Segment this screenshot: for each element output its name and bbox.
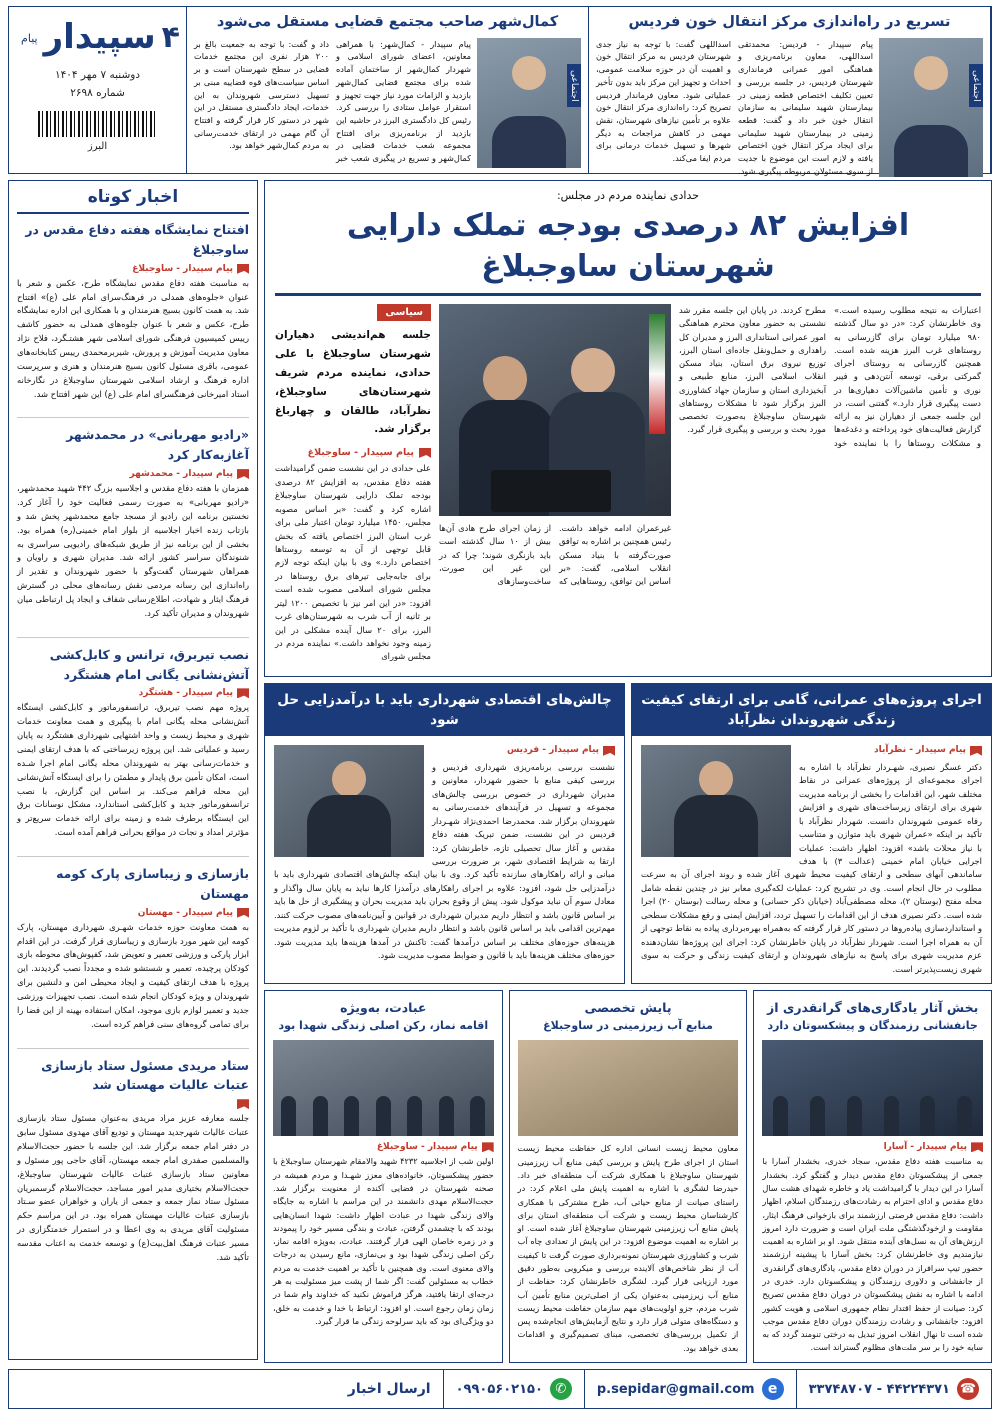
bottom-article-2 bbox=[509, 990, 748, 1363]
article-title-line1: بخش آثار یادگاری‌های گرانقدری از bbox=[767, 999, 979, 1015]
mid-article-1 bbox=[631, 683, 992, 984]
article-body: معاون محیط زیست انسانی اداره کل حفاظت محیط زیست استان از اجرای طرح پایش و بررسی کیفی منابع آب زیرزمینی شهرستان ساوجبلاغ با همکاری شرکت آب منطقه‌ای خبر داد. حیدرضا لشگری با اشاره به اهمیت پایش ملی اعلام کرد: در راستای صیانت از منابع حیاتی آب، طرح مشترکی با همکاری کارشناسان محیط زیست و شرکت آب منطقه‌ای استان برای پایش منابع آب زیرزمینی شهرستان ساوجبلاغ آغاز شده است. او بر اشاره به اهمیت موضوع افزود: در این پایش از تعدادی چاه آب شرب و کشاورزی شهرستان نمونه‌برداری صورت گرفت تا کیفیت آب از نظر شاخص‌های آلاینده بررسی و میکروبی به‌طور دقیق مورد ارزیابی قرار گیرد. لشگری خاطرنشان کرد: حفاظت از منابع آب زیرزمینی به‌عنوان یکی از اصلی‌ترین منابع تأمین آب شرب مردم، جزو اولویت‌های مهم سازمان حفاظت محیط زیست و دستگاه‌های متولی قرار دارد و نتایج آزمایش‌های انجام‌شده پس از تکمیل بررسی‌های تخصصی، مبنای تصمیم‌گیری و اقدامات بعدی خواهد بود. bbox=[517, 1143, 739, 1353]
lead-photo bbox=[439, 304, 671, 516]
paper-name: سپیدار bbox=[43, 17, 156, 57]
article-photo bbox=[762, 1040, 983, 1136]
byline bbox=[17, 469, 249, 479]
sidebar-item-5 bbox=[17, 1056, 249, 1265]
article-body: نشست بررسی برنامه‌ریزی شهرداری فردیس و بررسی کیفی منابع با حضور شهردار، معاونین و مدیران شهرداری در خصوص بررسی چالش‌های مجموعه و تسهیل در فرآیندهای خدمت‌رسانی به شهروندان برگزار شد. محمدرضا احمدی‌نژاد شهـردار فردیس در این نشست، ضمن تبریک هفته دفاع مقدس و آغاز سال تحصیلی تازه، خاطرنشان کرد: ارتقا به شرایط اقتصادی شهر، بر ضرورت بررسی مبانی و ارائه راهکارهای سازنده تأکید کرد. وی با بیان اینکه چالش‌های اقتصادی شهرداری باید با درآمدزایی حل شود، افزود: علاوه بر اجرای راهکارهای درآمدزا کارها نباید به پایان سال واگذار و معادل سوم آن نباید موکول شود. پیش از وقوع بحران باید مدیریت بحران و پیشگیری از حل ها باید بر اساس قانون باشد و انتظار داریم مدیران شهرداری در قوانین و آیین‌نامه‌های مصوب حرکت کنند. مهم‌ترین اقدامی باید بر اساس قانون باشد و انتظار داریم مدیران شهرداری با تأکید بر لزوم مدیریت هزینه‌های حوزه‌های مختلف بر اساس درآمدها گفت: تاکنش در آمدها هزینه‌ها باید مدیریت شود. حوزه‌های مختلف هزینه‌ها باید با قانون و ضوابط مصوب مدیریت شود. bbox=[274, 761, 615, 961]
bottom-article-1 bbox=[753, 990, 992, 1363]
sidebar-item-body: جلسه معارفه عزیز مراد مریدی به‌عنوان مسئول ستاد بازسازی عتبات عالیات شهرجدید مهستان و تودیع آقای مهدوی مسئول سابق در دفتر امام جمعه برگزار شد. این جلسه با حضور حجت‌الاسلام والمسلمین صفدری امام جمعه مهستان، آقای حاجی پور مسئول و معاونین ستاد بازسازی عتبات عالیات شهرستان ساوجبلاغ، حجت‌الاسلام بختیاری مدیر امور مساجد، حجت‌الاسلام گرسمبریان مسئول ستاد نماز جمعه و جمعی از یاران و خواهران عضو سـتاد بازسازی عتبات عالیات مهستان همراه بود. در این مراسم حکم مسئولیت آقای مریدی به وی اعطا و در استمرار خدمتگزاری در مسیر عتبات فرهنگ اهل‌بیت(ع) و توسعه خدمت به اعتاب مقدسه تأکید شد. bbox=[17, 1113, 249, 1262]
sidebar-heading: اخبار کوتاه bbox=[17, 187, 249, 214]
sidebar-item-3 bbox=[17, 645, 249, 840]
flag-icon bbox=[419, 448, 431, 458]
byline-text: پیام سپیدار - فردیس bbox=[506, 745, 599, 756]
divider bbox=[275, 293, 981, 296]
article-title: اجرای پروژه‌های عمرانی، گامی برای ارتقای کیفیت زندگی شهروندان نظرآباد bbox=[632, 684, 991, 737]
barcode bbox=[38, 111, 158, 137]
byline bbox=[17, 264, 249, 274]
whatsapp-number: ۰۹۹۰۵۶۰۲۱۵۰ bbox=[455, 1381, 543, 1397]
article-photo bbox=[518, 1040, 739, 1136]
article-body: اولین شب از اجلاسیه ۴۲۳۲ شهید والامقام شهرستان ساوجبلاغ با حضور پیشکسوتان، خانواده‌های معزز شهـدا و مردم همیشه در صحنه شهرستان در فضایی آکنده از معنویت برگزار شد. حجت‌الاسلام مهدی دانشمند در این مراسم با اشاره به جایگاه والای زندگی شهدا در عبادت اظهار داشت: شهدا انسان‌هایی بودند که با چشمدن گرفتن، عبادت و بندگی مسیر خود را پیمودند و در زمره خاصان الهی قرار گرفتند. عبادت، به‌ویژه اقامه نماز، رکن اصلی زندگی شهدا بود و بی‌نمازی، مانع رسیدن به درجات والای معنوی است. وی همچنین با تأکید بر اهمیت خدمت به مردم خطاب به مسئولین گفت: اگر شما از پشت میز مسئولیت به هر درجه‌ای ارتقا یافتید، هرگز فراموش نکنید که خداوند وام شما در زمان زمان رجوع است. او افزود: ارتباط با خدا و خدمت به خلق، دو ویژگی‌ای بود که باید سرلوحه زندگی ما قرار گیرد. bbox=[272, 1156, 494, 1326]
lead-summary: جلسه هم‌اندیشی دهیاران شهرستان ساوجبلاغ با علی حدادی، نماینده مردم شریف شهرستان‌های ساوجبلاغ، نظرآباد، طالقان و چهارباغ برگزار شد. bbox=[275, 329, 431, 436]
masthead-story-1 bbox=[589, 7, 991, 176]
flag-icon bbox=[971, 1142, 983, 1152]
section-tag: اجتماعی bbox=[969, 64, 983, 108]
page-content bbox=[8, 180, 992, 1360]
mid-article-2 bbox=[264, 683, 625, 984]
phone-number: ۳۳۷۴۸۷۰۷ - ۴۴۲۲۴۳۷۱ bbox=[808, 1381, 950, 1397]
lead-media bbox=[439, 304, 671, 668]
divider bbox=[17, 1048, 249, 1049]
divider bbox=[17, 856, 249, 857]
byline-text: پیام سپیدار - محمدشهر bbox=[129, 469, 233, 480]
story-photo bbox=[477, 38, 581, 168]
article-title-line2: اقامه نماز، رکن اصلی زندگی شهدا بود bbox=[278, 1019, 489, 1033]
status-badge: سیاسی bbox=[377, 304, 431, 321]
divider bbox=[17, 417, 249, 418]
footer-phone[interactable] bbox=[796, 1370, 991, 1408]
story-photo bbox=[879, 38, 983, 178]
email-address: p.sepidar@gmail.com bbox=[596, 1381, 755, 1397]
main-column bbox=[264, 180, 992, 1360]
flag-icon bbox=[237, 688, 249, 698]
lead-body-right: علی حدادی در این نشست ضمن گرامیداشت هفته دفاع مقدس، به افزایش ۸۲ درصدی بودجه تملک دارایی شهرستان ساوجبلاغ اشاره کرد و گفت: «بر اساس مصوبه مجلس، ۱۴۵۰ میلیارد تومان اعتبار ملی برای غرب استان البرز اختصاص یافته که بخش قابل توجهی از آن به توسعه روستاها اختصاص دارد.» وی با بیان اینکه توجه لازم برای جابه‌جایی تیرهای برق روستاها در مجلس شورای اسلامی مصوب شده است افزود: «در این امر نیز با تخصیص ۱۲۰۰ لیتر بر ثانیه از آب شرب به شهرستان‌های غرب البرز، برای ۲۰ سال آینده مشکلی در این زمینه وجود نخواهد داشت.» نماینده مردم در مجلس شورای bbox=[275, 463, 432, 662]
footer-send-news-label: ارسال اخبار bbox=[336, 1370, 443, 1408]
byline bbox=[762, 1142, 983, 1152]
sidebar-item-title: «رادیو مهربانی» در محمدشهر آغازبه‌کار کرد bbox=[66, 427, 249, 463]
flag-icon bbox=[237, 1099, 249, 1109]
issue-date: دوشنبه ۷ مهر ۱۴۰۴ bbox=[55, 69, 140, 81]
story-body: پیام سپیدار - کمال‌شهر: با همراهی معاونین، اعضای شورای اسلامی و شهردار کمال‌شهر از ساختمان آماده شده برای مجتمع قضایی کمال‌شهر بازدید و الزامات مورد نیاز جهت تجهیز و استقرار عوامل ستادی را بررسی کرد. رئیس کل دادگستری البرز در حاشیه این بازدید از برنامه‌ریزی برای افتتاح مجموعه شعب خدمات قضایی در کمال‌شهر و تسریع در پیگیری شعب خبر داد و گفت: با توجه به جمعیت بالغ بر ۲۰۰ هزار نفری این مجتمع خدمات قضایی در سطح شهرستان است و بر اساس سیاست‌های قوه قضاییه مبنی بر تسهیل دسترسی شهروندان به این خدمات، ایجاد دادگستری مستقل در این شهر در دستور کار قرار گرفته و افتتاح آن گام مهمی در ارتقای خدمت‌رسانی به مردم کمال‌شهر خواهد بود. bbox=[194, 38, 471, 164]
byline-text: پیام سپیدار - آسارا bbox=[883, 1142, 967, 1153]
sidebar-item-title: بازسازی و زیباسازی پارک کومه مهستان bbox=[56, 865, 249, 901]
byline bbox=[17, 908, 249, 918]
byline bbox=[799, 743, 982, 758]
byline-text: پیام سپیدار - نظرآباد bbox=[873, 745, 966, 756]
byline-text: پیام سپیدار - ساوجبلاغ bbox=[307, 447, 414, 459]
sidebar-item-4 bbox=[17, 864, 249, 1032]
phone-icon bbox=[957, 1378, 979, 1400]
byline-text: پیام سپیدار - ساوجبلاغ bbox=[132, 263, 233, 274]
lead-caption: غیرعمران ادامه خواهد داشت. رئیس همچنین بر اشاره به توافق صورت‌گرفته با بنیاد مسکن انقلاب اسلامی، گفت: «بر اساس این توافق، روستاهایی که از زمان اجرای طرح هادی آن‌ها بیش از ۱۰ سال گذشته است باید بازنگری شوند؛ چرا که در این غیر این صورت، ساخت‌وسازهای bbox=[439, 523, 671, 587]
lead-article bbox=[264, 180, 992, 677]
footer-whatsapp[interactable] bbox=[443, 1370, 584, 1408]
whatsapp-icon bbox=[550, 1378, 572, 1400]
sidebar-item-body: به مناسبت هفته دفاع مقدس نمایشگاه طرح، عکس و شعر با عنوان «جلوه‌های همدلی در فرهنگ‌سرای امام علی (ع)» افتتاح شد. به همت کانون بسیج هنرمندان و با همکاری این اداره نمایشگاه طرح، عکس و شعر با عنوان جلوه‌های همدلی به حضور کاشف رییس کمیسیون فرهنگی شورای اسلامی شهر هشتـگرد، فلاح نژاد معاون مدیریت آموزش و پرورش، شیربرمحمدی رییس کتابخانه‌های عمومی، باقری مسئول کانون بسیج هنرمندان و هنری و سرپرست اداره فرهنگ و ارشاد اسلامی شهرستان ساوجبلاغ در نگارخانه استاد امیرخانی فرهنگسرای امام علی (ع) این شهر افتتاح شد. bbox=[17, 277, 249, 399]
page-title: افزایش ۸۲ درصدی بودجه تملک دارایی شهرستان ساوجبلاغ bbox=[346, 208, 910, 284]
flag-icon bbox=[237, 908, 249, 918]
sidebar-item-body: به همت معاونت حوزه خدمات شهـری شهرداری مهستان، پارک کومه این شهر مورد بازسازی و زیباسازی قرار گرفت. در این اقدام ابزار پارکی و ورزشی تعمیر و تعویض شد، کفپوش‌های محوطه بازی کودکان پرچیده، تعمیر و شستشو شده و مجدداً نصب گردیدند. این پروژه با هدف ارتقای کیفیت و ایجاد محیطی امن و دلنشین برای شهروندان و ویژه کودکان انجام شده است. نصب تجهیزات ورزشی جدید و تعمیر لوازم بازی موجود، امکان استفاده بهینه از این فضا را برای تمامی گروه‌های سنی فراهم کرده است. bbox=[17, 921, 249, 1029]
article-title bbox=[518, 998, 739, 1034]
story-body: پیام سپیدار - فردیس: محمدتقی اسداللهی، معاون برنامه‌ریزی و هماهنگی امور عمرانی فرمانداری شهرستان فردیس، در جلسه بررسی و تعیین تکلیف اختصاص قطعه زمینی در بیمارستان شهید سلیمانی به سازمان انتقال خون خبر داد و گفت: قطعه زمینی در بیمارستان شهید سلیمانی برای ایجاد مرکز انتقال خون اختصاص یافته و لازم است این موضوع با جدیت از سوی مسئولان مربوطه پیگیری شود. اسداللهی گفت: با توجه به نیاز جدی شهرستان فردیس به مرکز انتقال خون و اهمیت آن در حوزه سلامت عمومی، احداث و تجهیز این مرکز باید بدون تأخیر عملیاتی شود. معاون فرماندار فردیس تصریح کرد: راه‌اندازی مرکز انتقال خون علاوه بر تأمین نیازهای شهرستان، نقش مهمی در کاهش مراجعات به دیگر شهرها و تسهیل خدمات درمانی برای مردم ایفا می‌کند. bbox=[596, 38, 873, 176]
sidebar-item-title: افتتاح نمایشگاه هفته دفاع مقدس در ساوجبلاغ bbox=[25, 222, 249, 257]
flag-icon bbox=[603, 746, 615, 756]
footer-email[interactable] bbox=[584, 1370, 796, 1408]
bottom-article-3 bbox=[264, 990, 503, 1363]
flag-icon bbox=[482, 1142, 494, 1152]
flag-icon bbox=[237, 264, 249, 274]
sidebar-item-body: پروژه مهم نصب تیربرق، ترانسفورماتور و کابل‌کشی ایستگاه آتش‌نشانی محله یگانی امام با پیگیری و همت معاونت خدمات شهری و محیط زیست و واحد اشتهایی شهرداری هشتگرد به پایان رسید و عملیاتی شد. این پروژه زیرساختی که با هدف ارتقای ایمنی و خدمات‌رسانی بهتر به شهروندان محله یگانی امام اجرا شـده است، امکان تأمین برق پایدار و مطمئن را برای ایستگاه آتش‌نشانی این محله فراهم می‌کند. بر اساس این گزارش، با نصب ترانسفورماتور جدید و کابل‌کشی استاندارد، مشکل نوسانات برق این ایستگاه برطرف شده و زمینه برای ارائه خدمات سریع‌تر و مؤثرتر امداد و نجات در مواقع بحرانی فراهم آمده است. bbox=[17, 702, 249, 838]
article-title: چالش‌های اقتصادی شهرداری باید با درآمدزایی حل شود bbox=[265, 684, 624, 737]
lead-body-left: اعتبارات به نتیجه مطلوب رسیده است.» وی خاطرنشان کرد: «در دو سال گذشته ۹۸۰ میلیارد تومان برای گازرسانی به روستاهای غرب البرز هزینه شده است. همچنین گازرسانی به روستای اجرای گمرکتی برقی، توسعه آنتن‌دهی و فیبر نوری و تأمین ماشین‌آلات دهیاری‌ها در دست پیگیری قرار دارد.» گفتنی است، در این جلسه جمعی از دهیاران نیز به ارائه گزارش فعالیت‌های خود پرداخته و دغدغه‌ها و مشکلات روستاها را با نماینده خود مطرح کردند. در پایان این جلسه مقرر شد نشستی به حضور معاون محترم هماهنگی امور عمرانی استانداری البرز و مدیران کل راهداری و حمل‌ونقل جاده‌ای استان البرز، توزیع نیروی برق استان، بنیاد مسکن انقلاب اسلامی البرز، منابع طبیعی و آبخیزداری استان و سازمان جهاد کشاورزی البرز برگزار شود تا مشکلات روستاهای شهرستان ساوجبلاغ به‌صورت تخصصی مورد بحث و بررسی و پیگیری قرار گیرد. bbox=[679, 305, 981, 448]
contact-footer bbox=[8, 1369, 992, 1409]
section-tag: اجتماعی bbox=[567, 64, 581, 108]
short-news-sidebar bbox=[8, 180, 258, 1360]
sidebar-item-title: نصب تیربرق، ترانس و کابل‌کشی آتش‌نشانی یگانی امام هشتگرد bbox=[49, 646, 249, 682]
article-title bbox=[762, 998, 983, 1034]
sidebar-item-2 bbox=[17, 425, 249, 620]
article-title bbox=[273, 998, 494, 1034]
sidebar-item-title: ستاد مریدی مسئول ستاد بازسازی عتبات عالیات مهستان شد bbox=[41, 1057, 249, 1093]
byline-text: پیام سپیدار - مهستان bbox=[137, 907, 233, 918]
issue-number: شماره ۲۶۹۸ bbox=[70, 86, 125, 99]
page-number: ۴ bbox=[161, 19, 180, 55]
byline bbox=[432, 743, 615, 758]
article-title-line2: جانفشانی رزمندگان و پیشکسوتان دارد bbox=[767, 1019, 978, 1033]
article-photo bbox=[641, 745, 791, 857]
sidebar-item-1 bbox=[17, 220, 249, 401]
article-photo bbox=[274, 745, 424, 857]
sidebar-item-body: همزمان با هفته دفاع مقدس و اجلاسیه بزرگ ۴۴۲ شهید محمدشهر، «رادیو مهربانی» به صورت رسمی فعالیت خود را آغاز کرد. نخستین برنامه این رادیو از مسجد جامع محمدشهر پخش شد و بازتاب زنده اخبار اجلاسیه از بلوار امام خمینی(ره) همراه بود. بخشی از این برنامه نیز از طریق شبکه‌های رادیویی سراسری به شنوندگان سراسر کشور ارائه شد. مدیران شهری و راویان و همراهان شهرستان گفت‌وگو با حضور شهروندان و تقدیر از راه‌اندازی این رسانه مردمی نقش رسانه‌های محلی در گسترش فرهنگ ایثار و شهادت، اطلاع‌رسانی شفاف و ایجاد پل ارتباطی میان شهروندان و مدیران تأکید کرد. bbox=[17, 483, 249, 618]
masthead-story-2 bbox=[187, 7, 589, 173]
flag-icon bbox=[237, 469, 249, 479]
story-title: کمال‌شهر صاحب مجتمع قضایی مستقل می‌شود bbox=[216, 14, 559, 30]
lead-summary-column bbox=[275, 304, 431, 668]
locale-label: البرز bbox=[87, 140, 108, 152]
masthead bbox=[8, 6, 992, 174]
flag-icon bbox=[970, 746, 982, 756]
article-title-line1: عبادت، به‌ویژه bbox=[340, 999, 427, 1015]
paper-subtitle: پیام bbox=[21, 31, 38, 45]
byline bbox=[17, 688, 249, 698]
article-body: دکتر عسگر نصیری، شهـردار نظرآباد با اشاره به اجرای مجموعه‌ای از پروژه‌های عمرانی در نقاط مختلف شهر، این اقدامات را بخشی از برنامه مدیریت شهری برای ارتقای زیرساخت‌های شهری و افزایش رفاه عمومی شهروندان دانست. شهردار نظرآباد با تأکید بر اینکه «عمران شهری باید متوازن و متناسب با نیاز محلات باشد» افزود: اظهار داشت: عملیات اجرایی خیابان امام خمینی (عدالت ۳) با هدف ساماندهی آبهای سطحی و ارتقای کیفیت محیط شهری آغاز شده و روند اجرای آن به سرعت مطلوب در حال انجام است. وی در تشریح کرد: عملیات لکه‌گیری معابر نیز در چندین نقطه شامل محله مفتح (بوستان ۲)، محله مصطفی‌آباد (خیابان ذکر حسانی) و محله رسالت (بوستان ۲۰) اجرا شده است. دکتر نصیری هدف از این اقدامات را تسهیل تردد، افزایش ایمنی و رفع مشکلات سطحی و استانداردسازی پیاده‌روها در دستور کار قرار گرفته که به‌همراه بهره‌برداری پیاده به نقاط توجهی از آن به همراه اجرا است. شهردار نظرآباد در پایان خاطرنشان کرد: اجرای این پروژه‌ها نشان‌دهنده عزم مدیریت شهری برای پاسخ به نیازهای شهروندان و ارتقای کیفیت زندگی و حرکت به سوی شهری زیست‌پذیرتر است. bbox=[641, 761, 982, 974]
mid-articles-row bbox=[264, 683, 992, 984]
byline-text: پیام سپیدار - هشتگرد bbox=[138, 688, 233, 699]
article-title-line2: منابع آب زیرزمینی در ساوجبلاغ bbox=[543, 1019, 713, 1033]
article-photo bbox=[273, 1040, 494, 1136]
byline bbox=[275, 447, 431, 458]
bottom-articles-row bbox=[264, 990, 992, 1363]
byline-text: پیام سپیدار - ساوجبلاغ bbox=[376, 1142, 478, 1153]
byline bbox=[273, 1142, 494, 1152]
article-title-line1: پایش تخصصی bbox=[584, 999, 672, 1015]
article-body: به مناسبت هفته دفاع مقدس، سجاد خدری، بخشدار آسارا با جمعی از پیشکسوتان دفاع مقدس دیدار و گفتگو کرد. بخشدار آسارا در این دیدار با گرامیداشت یاد و خاطره شهدای هشت سال دفاع مقدس و ادای احترام به رشادت‌های رزمندگان اسلام، اظهار داشت: دفاع مقدس فرصتی ارزشمند برای بازخوانی فرهنگ ایثار، مقاومت و ازخودگذشتگی ملت ایران است و ضرورت دارد امروز ارزش‌های آن به نسل‌های آینده منتقل شود. او بر اشاره به اهمیت نیازمندیم وی خاطرنشان کرد: بخش آسارا با پیشینه ارزشمند حضور تیپ سرافراز در دوران دفاع مقدس، یادگاری‌های گرانقدری از جانفشانی و دلاوری رزمندگان و پیشکسوتان دارد. خدری در ادامه با اشاره به نقش پیشکسوتان در دوران دفاع مقدس تصریح کرد: صیانت از حفظ اقتدار نظام جمهوری اسلامی و هویت کشور افزود: جانفشانی و رشادت رزمندگان دوران دفاع مقدس موجب شده است تا نهال انقلاب امروز تبدیل به درختی تنومند گردد که به سایه خود را بر سر ملت‌های مظلوم گستراند است. bbox=[762, 1156, 983, 1353]
email-icon bbox=[762, 1378, 784, 1400]
divider bbox=[17, 637, 249, 638]
byline bbox=[17, 1099, 249, 1109]
masthead-brand bbox=[9, 7, 187, 173]
lead-kicker: حدادی نماینده مردم در مجلس: bbox=[556, 189, 700, 202]
story-title: تسریع در راه‌اندازی مرکز انتقال خون فردیس bbox=[628, 14, 951, 30]
